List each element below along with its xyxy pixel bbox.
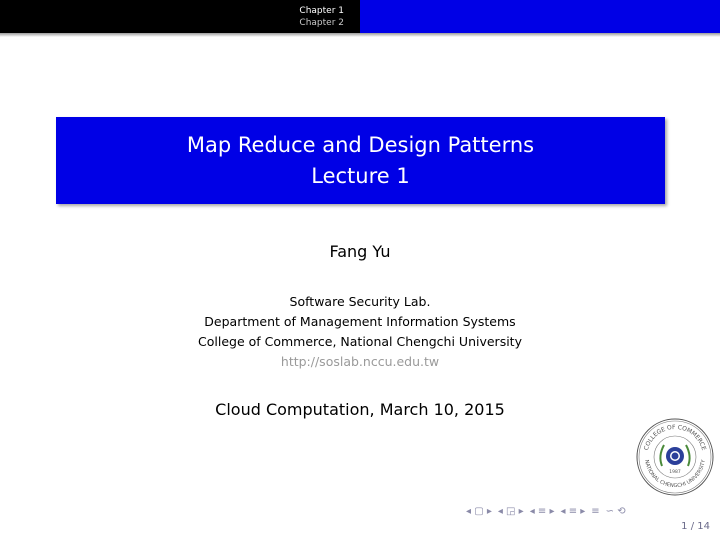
presentation-date: Cloud Computation, March 10, 2015: [215, 400, 505, 419]
header-shadow: [0, 33, 720, 37]
beamer-navigation-controls: [466, 503, 626, 519]
institute-department: Department of Management Information Systems: [204, 314, 516, 329]
next-section-icon[interactable]: ◂ ≡ ▸: [560, 505, 586, 517]
university-seal-logo: [636, 418, 714, 496]
nav-chapter-2[interactable]: Chapter 2: [299, 17, 344, 28]
title-box: [56, 117, 665, 204]
prev-frame-icon[interactable]: ◂ ▢ ▸: [466, 505, 492, 517]
appendix-icon[interactable]: ≡: [591, 505, 600, 517]
logo-year: 1987: [669, 470, 681, 475]
search-undo-icon[interactable]: ∽ ⟲: [605, 505, 626, 517]
prev-section-icon[interactable]: ◂ ≡ ▸: [529, 505, 555, 517]
header-bar: [0, 0, 720, 33]
page-number: 1 / 14: [681, 521, 710, 532]
logo-top-text: COLLEGE OF COMMERCE: [642, 423, 708, 452]
institute-url[interactable]: http://soslab.nccu.edu.tw: [280, 354, 440, 369]
nav-chapter-1[interactable]: Chapter 1: [299, 5, 344, 16]
logo-bottom-text: NATIONAL CHENGCHI UNIVERSITY: [643, 459, 707, 490]
institute-college: College of Commerce, National Chengchi University: [198, 334, 522, 349]
header-accent-block: [360, 0, 720, 33]
slide-subtitle: Lecture 1: [311, 163, 410, 188]
institute-lab: Software Security Lab.: [289, 294, 431, 309]
prev-subsection-icon[interactable]: ◂ ◲ ▸: [497, 505, 524, 517]
author: Fang Yu: [329, 242, 391, 261]
sun-emblem-icon: [666, 447, 684, 465]
institute-block: [0, 292, 720, 372]
section-navigation: [0, 0, 360, 33]
slide-title: Map Reduce and Design Patterns: [186, 132, 535, 157]
